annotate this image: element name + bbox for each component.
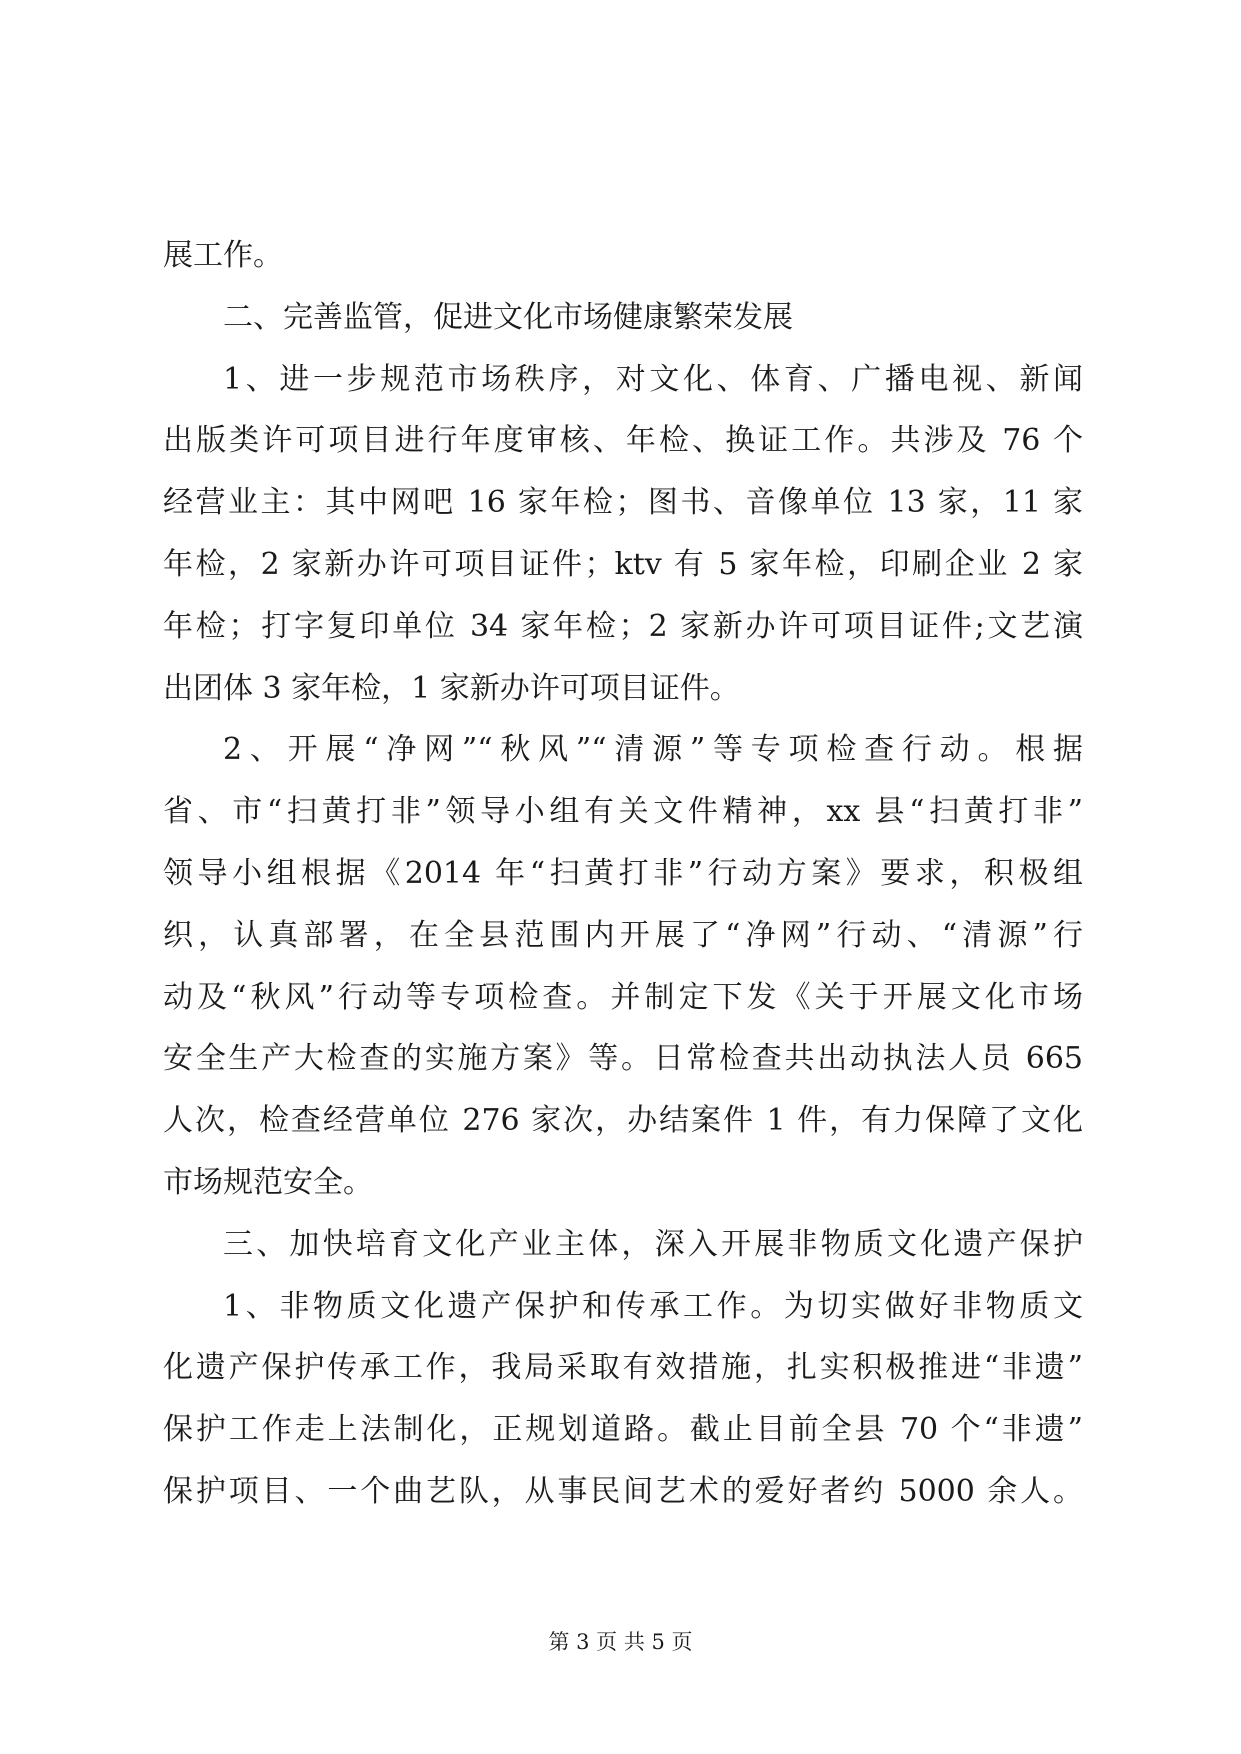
page-number: 第 3 页 共 5 页	[548, 1630, 693, 1654]
paragraph-line: 1、进一步规范市场秩序，对文化、体育、广播电视、新闻	[223, 361, 1083, 397]
paragraph-line: 展工作。	[163, 238, 283, 273]
paragraph-line: 化遗产保护传承工作，我局采取有效措施，扎实积极推进“非遗”	[163, 1350, 1083, 1386]
paragraph-line: 2、开展“净网”“秋风”“清源”等专项检查行动。根据	[223, 732, 1083, 768]
paragraph-line: 经营业主：其中网吧 16 家年检；图书、音像单位 13 家，11 家	[163, 485, 1083, 521]
paragraph-line: 织，认真部署，在全县范围内开展了“净网”行动、“清源”行	[163, 917, 1083, 953]
paragraph-line: 动及“秋风”行动等专项检查。并制定下发《关于开展文化市场	[163, 979, 1083, 1015]
paragraph-line: 市场规范安全。	[163, 1164, 373, 1200]
section-heading: 二、完善监管，促进文化市场健康繁荣发展	[223, 299, 793, 335]
paragraph-line: 出版类许可项目进行年度审核、年检、换证工作。共涉及 76 个	[163, 423, 1083, 459]
section-heading: 三、加快培育文化产业主体，深入开展非物质文化遗产保护	[223, 1226, 1083, 1262]
paragraph-line: 1、非物质文化遗产保护和传承工作。为切实做好非物质文	[223, 1288, 1083, 1324]
paragraph-line: 年检，2 家新办许可项目证件；ktv 有 5 家年检，印刷企业 2 家	[163, 546, 1083, 582]
paragraph-line: 年检；打字复印单位 34 家年检；2 家新办许可项目证件;文艺演	[163, 608, 1083, 644]
document-body	[163, 225, 1083, 1523]
paragraph-line: 领导小组根据《2014 年“扫黄打非”行动方案》要求，积极组	[163, 855, 1083, 891]
paragraph-line: 保护工作走上法制化，正规划道路。截止目前全县 70 个“非遗”	[163, 1412, 1083, 1448]
paragraph-line: 人次，检查经营单位 276 家次，办结案件 1 件，有力保障了文化	[163, 1103, 1083, 1139]
paragraph-line: 出团体 3 家年检，1 家新办许可项目证件。	[163, 670, 740, 706]
paragraph-line: 保护项目、一个曲艺队，从事民间艺术的爱好者约 5000 余人。	[163, 1473, 1083, 1509]
paragraph-line: 安全生产大检查的实施方案》等。日常检查共出动执法人员 665	[163, 1041, 1083, 1077]
page-footer	[0, 1626, 1241, 1656]
paragraph-line: 省、市“扫黄打非”领导小组有关文件精神，xx 县“扫黄打非”	[163, 794, 1083, 830]
